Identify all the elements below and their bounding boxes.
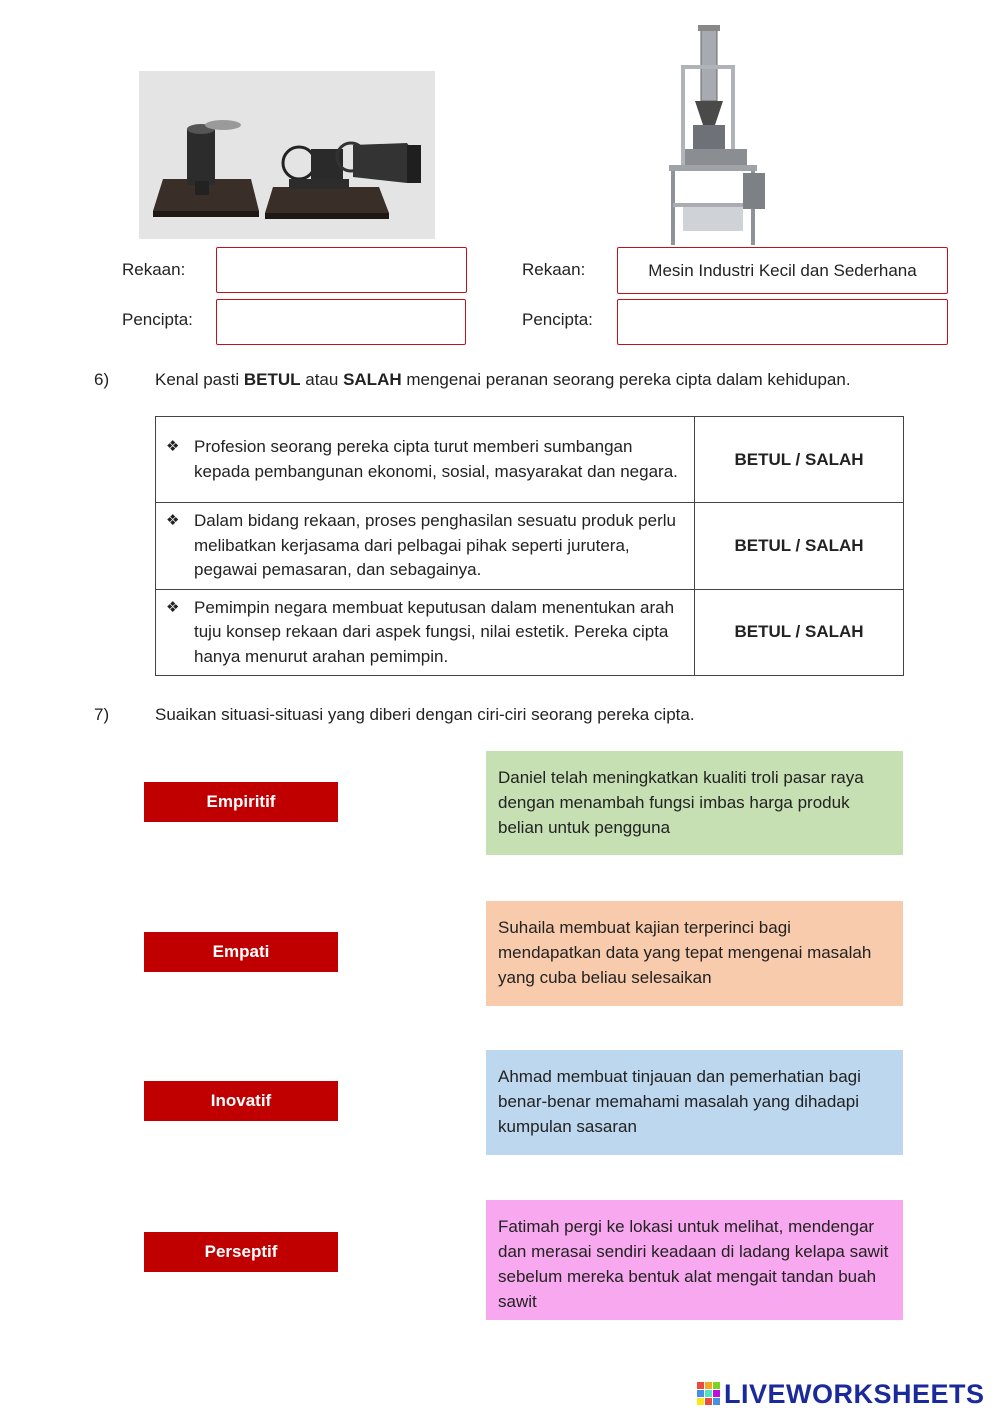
rekaan-field-1[interactable] — [216, 247, 467, 293]
diamond-bullet-icon: ❖ — [166, 512, 180, 529]
table-row — [156, 589, 904, 676]
statement-2: Dalam bidang rekaan, proses penghasilan sesuatu produk perlu melibatkan kerjasama dari pelbagai pihak seperti jurutera, pegawai pemasaran, dan sebagainya. — [194, 511, 676, 579]
situation-card-4[interactable]: Fatimah pergi ke lokasi untuk melihat, mendengar dan merasai sendiri keadaan di ladang kelapa sawit sebelum mereka bentuk alat mengait tandan buah sawit — [486, 1200, 903, 1320]
answer-toggle-2[interactable]: BETUL / SALAH — [695, 503, 904, 590]
trait-inovatif[interactable]: Inovatif — [144, 1081, 338, 1121]
liveworksheets-logo — [697, 1378, 985, 1410]
table-row — [156, 503, 904, 590]
statement-3: Pemimpin negara membuat keputusan dalam menentukan arah tuju konsep rekaan dari aspek fungsi, nilai estetik. Pereka cipta hanya menurut arahan pemimpin. — [194, 597, 675, 666]
trait-empati[interactable]: Empati — [144, 932, 338, 972]
trait-empiritif[interactable]: Empiritif — [144, 782, 338, 822]
q6-text-pre: Kenal pasti — [155, 370, 244, 389]
situation-card-1[interactable]: Daniel telah meningkatkan kualiti troli pasar raya dengan menambah fungsi imbas harga produk belian untuk pengguna — [486, 751, 903, 855]
pencipta-field-2[interactable] — [617, 299, 948, 345]
situation-card-2[interactable]: Suhaila membuat kajian terperinci bagi mendapatkan data yang tepat mengenai masalah yang cuba beliau selesaikan — [486, 901, 903, 1006]
statement-1: Profesion seorang pereka cipta turut memberi sumbangan kepada pembangunan ekonomi, sosial, masyarakat dan negara. — [194, 437, 678, 481]
pencipta-label-1: Pencipta: — [122, 310, 193, 329]
question-6-number: 6) — [94, 370, 110, 389]
q6-bold-betul: BETUL — [243, 370, 301, 389]
question-7-number: 7) — [94, 705, 110, 724]
question-6-text — [155, 370, 851, 390]
situation-card-3[interactable]: Ahmad membuat tinjauan dan pemerhatian bagi benar-benar memahami masalah yang dihadapi kumpulan sasaran — [486, 1050, 903, 1155]
question-7-text: Suaikan situasi-situasi yang diberi dengan ciri-ciri seorang pereka cipta. — [155, 705, 695, 724]
q6-text-post: mengenai peranan seorang pereka cipta dalam kehidupan. — [401, 370, 851, 389]
rekaan-label-2: Rekaan: — [522, 260, 586, 279]
table-row — [156, 417, 904, 503]
answer-toggle-3[interactable]: BETUL / SALAH — [695, 589, 904, 676]
liveworksheets-grid-icon — [697, 1382, 721, 1406]
rekaan-label-1: Rekaan: — [122, 260, 186, 279]
brand-text: LIVEWORKSHEETS — [724, 1378, 985, 1409]
q6-bold-salah: SALAH — [343, 370, 402, 389]
industrial-machine-photo — [665, 25, 770, 247]
diamond-bullet-icon: ❖ — [166, 598, 180, 616]
answer-toggle-1[interactable]: BETUL / SALAH — [695, 417, 904, 503]
pencipta-field-1[interactable] — [216, 299, 466, 345]
rekaan-field-2[interactable]: Mesin Industri Kecil dan Sederhana — [617, 247, 948, 294]
q6-text-mid: atau — [300, 370, 344, 389]
true-false-table — [155, 416, 904, 676]
trait-perseptif[interactable]: Perseptif — [144, 1232, 338, 1272]
pencipta-label-2: Pencipta: — [522, 310, 593, 329]
diamond-bullet-icon: ❖ — [166, 438, 180, 455]
phonograph-photo — [139, 71, 435, 239]
